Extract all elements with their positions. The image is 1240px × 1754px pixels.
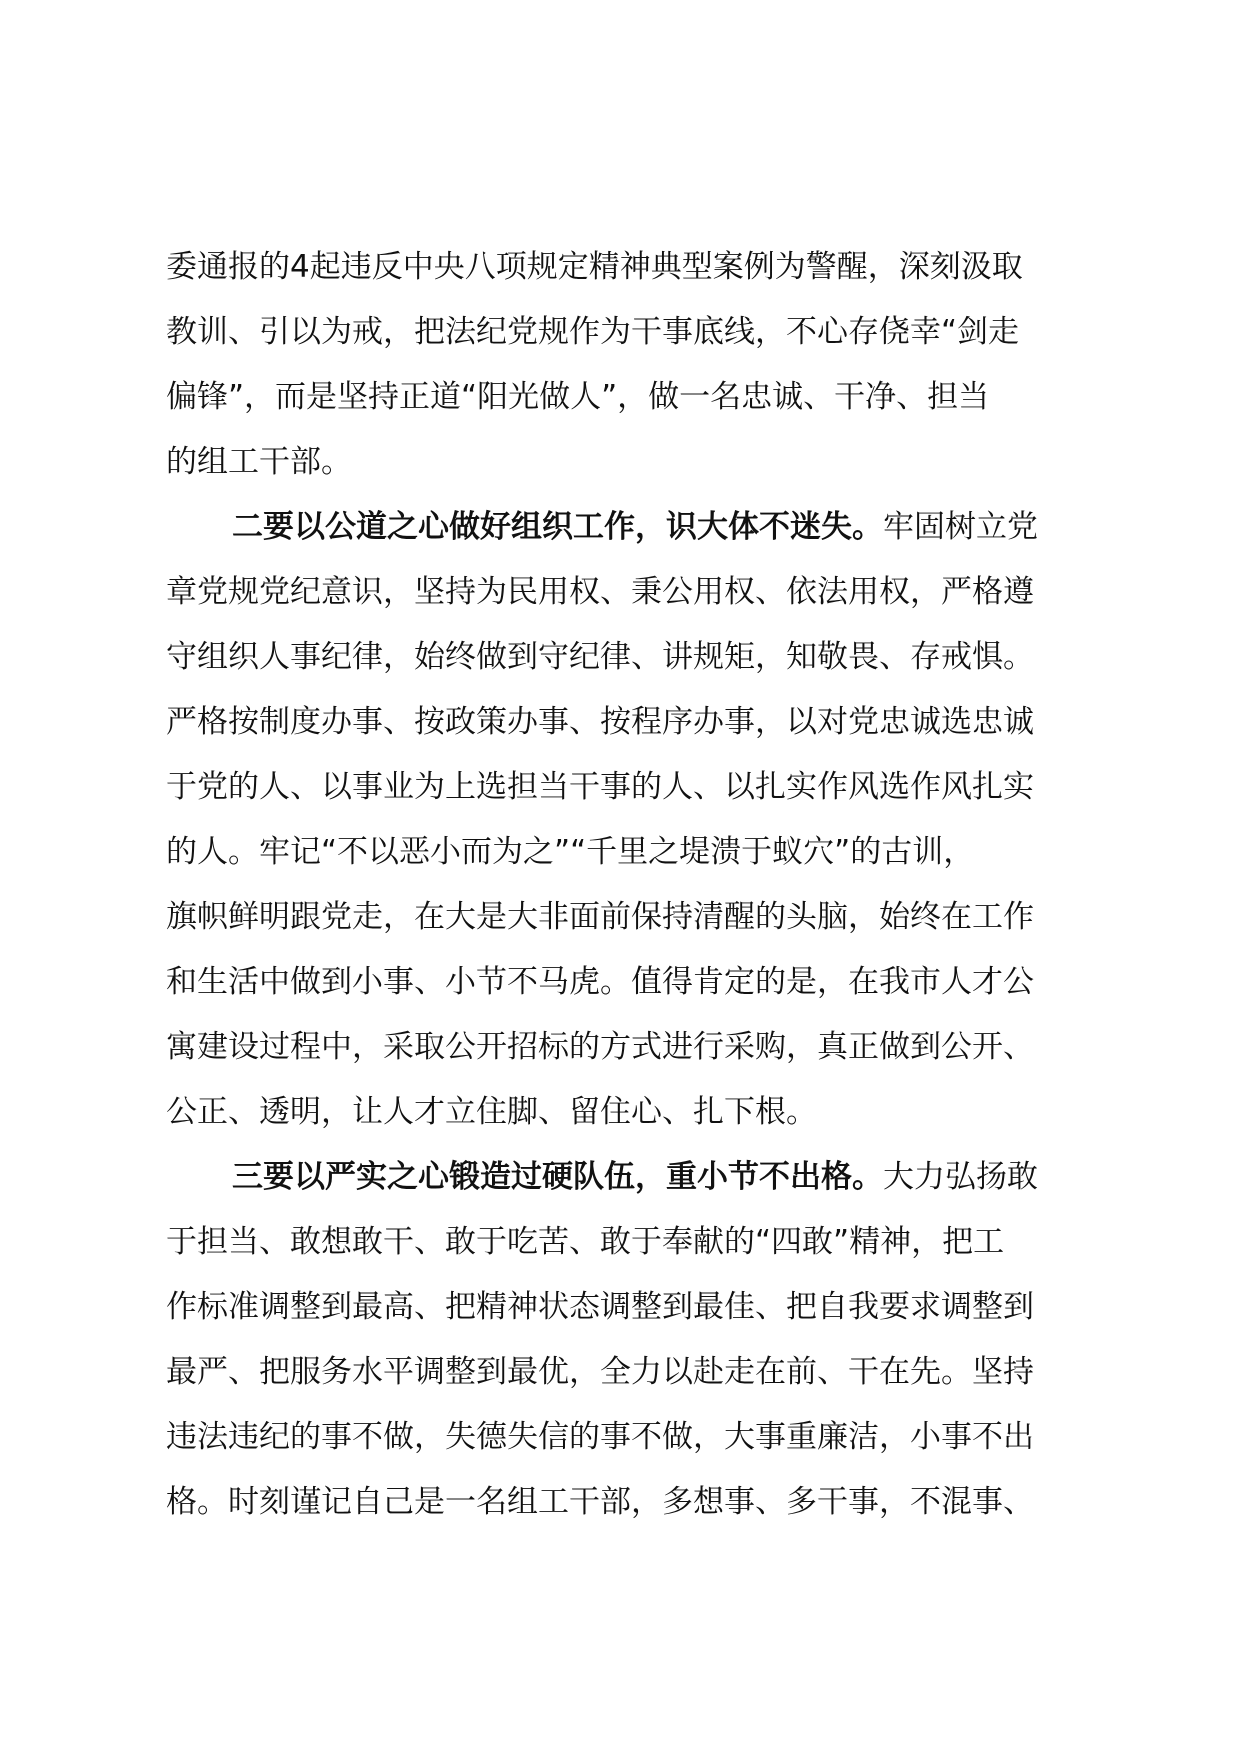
text-line: 守组织人事纪律，始终做到守纪律、讲规矩，知敬畏、存戒惧。 (166, 639, 1034, 675)
paragraph-1 (166, 235, 1096, 495)
text-line: 作标准调整到最高、把精神状态调整到最佳、把自我要求调整到 (166, 1289, 1034, 1325)
text-line (166, 1145, 1096, 1210)
document-body (166, 235, 1096, 1535)
text-line: 教训、引以为戒，把法纪党规作为干事底线，不心存侥幸“剑走 (166, 314, 1020, 350)
heading-line-rest: 牢固树立党 (883, 509, 1038, 545)
text-line: 公正、透明，让人才立住脚、留住心、扎下根。 (166, 1094, 817, 1130)
text-line: 格。时刻谨记自己是一名组工干部，多想事、多干事，不混事、 (166, 1484, 1034, 1520)
text-line: 寓建设过程中，采取公开招标的方式进行采购，真正做到公开、 (166, 1029, 1034, 1065)
text-line (166, 495, 1096, 560)
text-line: 委通报的4起违反中央八项规定精神典型案例为警醒，深刻汲取 (166, 249, 1023, 285)
text-line: 最严、把服务水平调整到最优，全力以赴走在前、干在先。坚持 (166, 1354, 1034, 1390)
text-line: 于担当、敢想敢干、敢于吃苦、敢于奉献的“四敢”精神，把工 (166, 1224, 1005, 1260)
text-line: 于党的人、以事业为上选担当干事的人、以扎实作风选作风扎实 (166, 769, 1034, 805)
text-line: 和生活中做到小事、小节不马虎。值得肯定的是，在我市人才公 (166, 964, 1034, 1000)
text-line: 偏锋”，而是坚持正道“阳光做人”，做一名忠诚、干净、担当 (166, 379, 990, 415)
text-line: 章党规党纪意识，坚持为民用权、秉公用权、依法用权，严格遵 (166, 574, 1034, 610)
text-line: 旗帜鲜明跟党走，在大是大非面前保持清醒的头脑，始终在工作 (166, 899, 1034, 935)
text-line: 违法违纪的事不做，失德失信的事不做，大事重廉洁，小事不出 (166, 1419, 1034, 1455)
paragraph-heading: 二要以公道之心做好组织工作，识大体不迷失。 (232, 509, 883, 545)
paragraph-heading: 三要以严实之心锻造过硬队伍，重小节不出格。 (232, 1159, 883, 1195)
text-line: 严格按制度办事、按政策办事、按程序办事，以对党忠诚选忠诚 (166, 704, 1034, 740)
text-line: 的组工干部。 (166, 444, 352, 480)
paragraph-2 (166, 495, 1096, 1145)
paragraph-3 (166, 1145, 1096, 1535)
heading-line-rest: 大力弘扬敢 (883, 1159, 1038, 1195)
text-line: 的人。牢记“不以恶小而为之”“千里之堤溃于蚁穴”的古训， (166, 834, 975, 870)
